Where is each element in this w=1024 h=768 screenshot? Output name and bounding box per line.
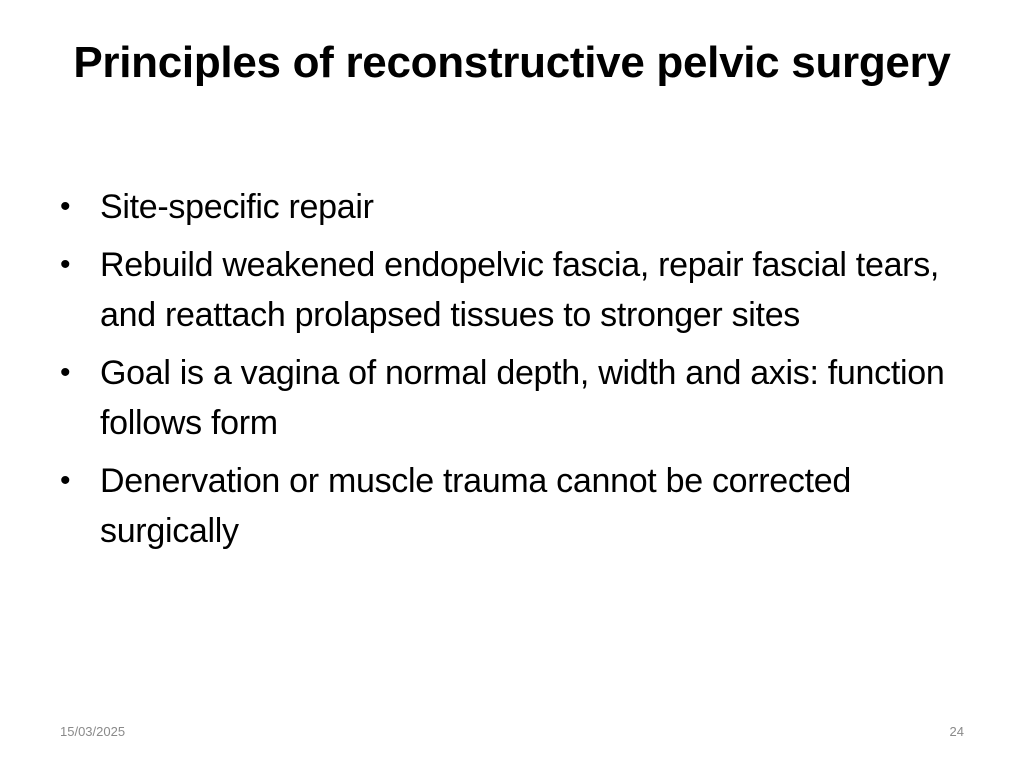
bullet-dot-icon: • <box>60 464 71 497</box>
bullet-dot-icon: • <box>60 190 71 223</box>
bullet-dot-icon: • <box>60 248 71 281</box>
bullet-text: Goal is a vagina of normal depth, width and axis: function follows form <box>100 354 945 442</box>
bullet-item <box>60 240 970 340</box>
bullet-item <box>60 348 970 448</box>
footer-date: 15/03/2025 <box>60 724 126 739</box>
bullet-item <box>60 182 970 232</box>
page-number: 24 <box>949 724 964 739</box>
bullet-text: Rebuild weakened endopelvic fascia, repair fascial tears, and reattach prolapsed tissues to stronger sites <box>100 246 940 334</box>
bullet-list <box>60 182 970 564</box>
slide-title: Principles of reconstructive pelvic surgery <box>73 38 951 87</box>
bullet-text: Denervation or muscle trauma cannot be corrected surgically <box>100 462 851 550</box>
bullet-item <box>60 456 970 556</box>
bullet-dot-icon: • <box>60 356 71 389</box>
bullet-text: Site-specific repair <box>100 188 374 226</box>
